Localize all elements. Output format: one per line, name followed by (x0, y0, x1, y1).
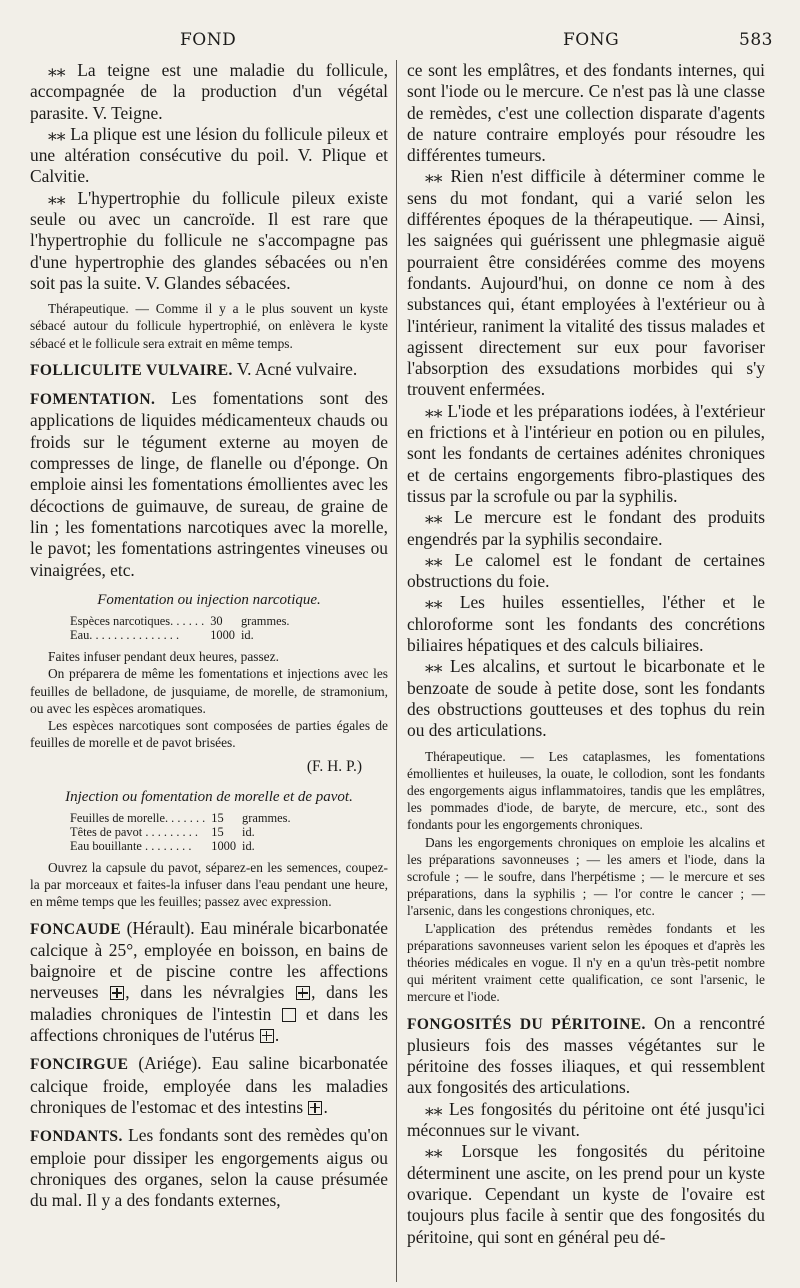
formula1-title: Fomentation ou injection narcotique. (97, 591, 321, 608)
formula-row (70, 614, 296, 628)
ingredient-qty: 1000 (210, 628, 235, 643)
boxed-plus-icon (260, 1029, 274, 1043)
paragraph-iode: ⁎⁎ L'iode et les préparations iodées, à l'extérieur en frictions et à l'intérieur en potion ou en pilules, sont les fondants de certaines adénites chroniques et de certains engorgements fibro-plastiques des tissus par la scrofule ou par la syphilis. (407, 400, 765, 506)
headword-fomentation: FOMENTATION. (30, 391, 156, 409)
ingredient-name: Eau bouillante . . . . . . . . (70, 838, 192, 853)
boxed-plus-icon (296, 986, 310, 1000)
paragraph-fondants-cont: ce sont les emplâtres, et des fondants internes, qui sont l'iode ou le mercure. Ce n'est pas là une classe de remèdes, c'est une collection disparate d'agents de nature contraire employés pour résoudre les différentes tumeurs. (407, 60, 765, 166)
foncaude-text-2: , dans les névralgies (125, 982, 296, 1003)
ingredient-qty: 30 (210, 614, 223, 629)
ingredient-name: Eau. . . . . . . . . . . . . . . (70, 628, 180, 643)
formula-row (70, 825, 297, 839)
running-header (0, 30, 800, 54)
foncirgue-text-1: (Ariége). Eau saline bicarbonatée calcique froide, employée dans les maladies chroniques de l'estomac et des intestins (30, 1053, 388, 1117)
paragraph-therapeutique-fondants: Thérapeutique. — Les cataplasmes, les fomentations émollientes et huileuses, la ouate, le collodion, sont les fondants des engorgements aigus inflammatoires, tandis que les emplâtres, les pommades d'iode, de baryte, de mercure, etc., sont des fondants pour les engorgements chroniques. (407, 748, 765, 833)
formula2-table (70, 811, 297, 853)
fondants-text: Les fondants sont des remèdes qu'on emploie pour dissiper les engorgements aigus ou chroniques des organes, selon la cause présumée du mal. Il y a des fondants externes, (30, 1125, 388, 1211)
folliculite-text: V. Acné vulvaire. (232, 358, 358, 379)
paragraph-teigne: ⁎⁎ La teigne est une maladie du follicule, accompagnée de la production d'un végétal parasite. V. Teigne. (30, 60, 388, 123)
formula2-title: Injection ou fomentation de morelle et de pavot. (65, 788, 353, 805)
ingredient-unit: id. (242, 838, 255, 853)
entry-foncaude (30, 918, 388, 1047)
paragraph-application: L'application des prétendus remèdes fondants et les préparations savonneuses varient selon les époques et d'après les théories médicales en vogue. Il n'y en a qu'un très-petit nombre qui méritent vraiment cette qualification, ce sont l'arsenic, le mercure et l'iode. (407, 920, 765, 1005)
header-right-word: FONG (563, 30, 620, 50)
foncirgue-text-2: . (323, 1096, 328, 1117)
formula-row (70, 628, 296, 642)
ingredient-unit: id. (242, 824, 255, 839)
right-column (407, 60, 765, 1278)
left-column (30, 60, 388, 1278)
page-number: 583 (739, 30, 773, 50)
foncaude-text-1: (Hérault). Eau minérale bicarbonatée calcique à 25°, employée en boisson, en bains de baignoire et de piscine contre les affections nerveuses (30, 917, 388, 1003)
headword-foncirgue: FONCIRGUE (30, 1056, 129, 1074)
ingredient-qty: 15 (211, 810, 224, 825)
formula-row (70, 811, 297, 825)
paragraph-hypertrophie: ⁎⁎ L'hypertrophie du follicule pileux existe seule ou avec un cancroïde. Il est rare que l'hypertrophie du follicule ne s'accompagne pas d'une hypertrophie des glandes sébacées ou n'en soit pas la suite. V. Glandes sébacées. (30, 187, 388, 293)
paragraph-fondant-definition: ⁎⁎ Rien n'est difficile à déterminer comme le sens du mot fondant, qui a varié selon les différentes époques de la thérapeutique. — Ainsi, les saignées qui guérissent une phlegmasie aiguë pourraient être considérées comme des moyens fondants. Aujourd'hui, on donne ce nom à des substances qui, étant employées à l'extérieur ou à l'intérieur, raniment la vitalité des tissus malades et agissent directement sur eux pour favoriser l'absorption des exsudations morbides qui s'y trouvent enfermées. (407, 166, 765, 400)
entry-folliculite (30, 359, 388, 381)
paragraph-fongosites-meconnues: ⁎⁎ Les fongosités du péritoine ont été jusqu'ici méconnues sur le vivant. (407, 1098, 765, 1141)
fongosites-text: On a rencontré plusieurs fois des masses végétantes sur le péritoine des fosses iliaques, et qui ressemblent aux fongosités des articulations. (407, 1012, 765, 1098)
headword-fongosites: FONGOSITÉS DU PÉRITOINE. (407, 1015, 646, 1033)
formula1-instructions: Faites infuser pendant deux heures, passez. (48, 649, 279, 665)
formula-row (70, 839, 297, 853)
empty-box-icon (282, 1008, 296, 1022)
paragraph-huiles: ⁎⁎ Les huiles essentielles, l'éther et le chloroforme sont les fondants des concrétions biliaires hépatiques et des calculs biliaires. (407, 592, 765, 656)
foncaude-text-3: , dans les maladies chroniques de l'intestin (30, 982, 388, 1024)
ingredient-unit: id. (240, 628, 254, 643)
paragraph-plique: ⁎⁎ La plique est une lésion du follicule pileux et une altération consécutive du poil. V. Plique et Calvitie. (30, 123, 388, 187)
formula1-source: (F. H. P.) (306, 758, 362, 776)
paragraph-engorgements: Dans les engorgements chroniques on emploie les alcalins et les préparations savonneuses ; — les amers et l'iode, dans la scrofule ; — le soufre, dans l'herpétisme ; — le mercure et ses préparations, dans la syphilis ; — l'or contre le cancer ; — l'arsenic, dans les congestions chroniques, etc. (407, 834, 765, 919)
entry-fongosites (407, 1013, 765, 1099)
formula1-note-b: Les espèces narcotiques sont composées de parties égales de feuilles de morelle et de pavot brisées. (30, 717, 388, 751)
paragraph-mercure: ⁎⁎ Le mercure est le fondant des produits engendrés par la syphilis secondaire. (407, 507, 765, 549)
ingredient-unit: grammes. (240, 614, 290, 629)
ingredient-name: Têtes de pavot . . . . . . . . . (70, 824, 199, 839)
header-left-word: FOND (180, 30, 237, 50)
fomentation-text: Les fomentations sont des applications de liquides médicamenteux chauds ou froids sur le tégument externe au moyen de compresses de linge, de flanelle ou d'éponge. On emploie ainsi les fomentations émollientes avec les décoctions de guimauve, de sureau, de graine de lin ; les fomentations narcotiques avec la morelle, le pavot; les fomentations astringentes vineuses ou vinaigrées, etc. (30, 388, 388, 580)
entry-fondants (30, 1125, 388, 1211)
column-rule (396, 60, 397, 1282)
foncaude-text-4: et dans les affections chroniques de l'utérus (30, 1003, 389, 1046)
entry-foncirgue (30, 1053, 388, 1118)
ingredient-name: Feuilles de morelle. . . . . . . (70, 810, 206, 825)
ingredient-qty: 1000 (211, 838, 237, 853)
boxed-plus-icon (110, 986, 124, 1000)
entry-fomentation (30, 388, 388, 581)
ingredient-name: Espèces narcotiques. . . . . . (70, 614, 205, 629)
formula1-note-a: On préparera de même les fomentations et injections avec les feuilles de belladone, de jusquiame, de morelle, de stramonium, ou avec les espèces aromatiques. (30, 666, 388, 716)
boxed-plus-icon (308, 1101, 322, 1115)
paragraph-fongosites-ascite: ⁎⁎ Lorsque les fongosités du péritoine déterminent une ascite, on les prend pour un kyste ovarique. Cependant un kyste de l'ovaire est toujours plus facile à sentir que des fongosités du péritoine, qui sont en général peu dé- (407, 1141, 765, 1247)
formula1-table (70, 614, 296, 642)
headword-fondants: FONDANTS. (30, 1128, 123, 1146)
formula2-instructions: Ouvrez la capsule du pavot, séparez-en les semences, coupez-la par morceaux et faites-la infuser dans l'eau pendant une heure, en même temps que les feuilles; passez avec expression. (30, 859, 388, 910)
headword-folliculite: FOLLICULITE VULVAIRE. (30, 361, 233, 379)
paragraph-alcalins: ⁎⁎ Les alcalins, et surtout le bicarbonate et le benzoate de soude à petite dose, sont les fondants des obstructions goutteuses et des tophus du rein ou des articulations. (407, 656, 765, 741)
headword-foncaude: FONCAUDE (30, 920, 122, 938)
paragraph-calomel: ⁎⁎ Le calomel est le fondant de certaines obstructions du foie. (407, 549, 765, 592)
paragraph-therapeutique-follicule: Thérapeutique. — Comme il y a le plus souvent un kyste sébacé autour du follicule hypertrophié, on enlèvera le kyste sébacé et le follicule sera extrait en même temps. (30, 301, 388, 351)
ingredient-unit: grammes. (242, 810, 291, 825)
ingredient-qty: 15 (211, 824, 224, 839)
foncaude-text-5: . (274, 1025, 280, 1046)
